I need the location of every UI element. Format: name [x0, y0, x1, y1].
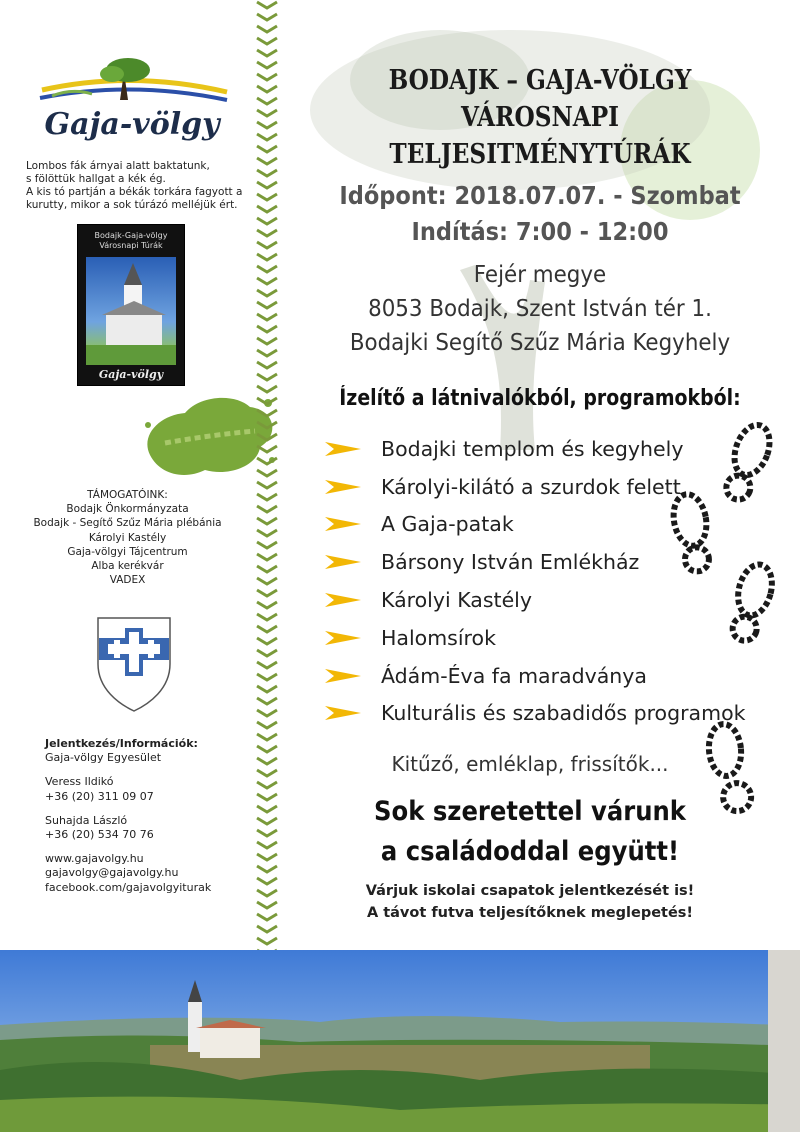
location-address: 8053 Bodajk, Szent István tér 1.: [368, 296, 712, 322]
sponsor-item: Gaja-völgyi Tájcentrum: [67, 545, 188, 558]
note-text: [280, 880, 780, 924]
sponsors: [0, 488, 255, 587]
note-line: A távot futva teljesítőknek meglepetés!: [366, 905, 694, 921]
location-venue: Bodajki Segítő Szűz Mária Kegyhely: [349, 330, 731, 356]
sponsor-item: Bodajk - Segítő Szűz Mária plébánia: [33, 517, 222, 530]
chevron-divider: [254, 0, 280, 950]
arrow-right-icon: [325, 441, 361, 457]
poem-line: Lombos fák árnyai alatt baktatunk,: [26, 160, 210, 172]
left-column: [0, 0, 255, 950]
program-item-label: A Gaja-patak: [381, 512, 514, 537]
program-item-label: Ádám-Éva fa maradványa: [381, 663, 647, 688]
booklet-logo: Gaja-völgy: [98, 368, 164, 381]
arrow-right-icon: [325, 592, 361, 608]
facebook-link[interactable]: facebook.com/gajavolgyiturak: [45, 880, 212, 894]
poem-line: A kis tó partján a békák torkára fagyott a: [26, 186, 243, 198]
program-item-label: Károlyi Kastély: [381, 588, 533, 613]
sponsor-item: Bodajk Önkormányzata: [66, 503, 189, 516]
contact-heading: Jelentkezés/Információk:: [45, 737, 198, 750]
arrow-right-icon: [325, 516, 361, 532]
poem-line: kurutty, mikor a sok túrázó melléjük ért.: [26, 199, 238, 211]
event-time: [306, 178, 774, 250]
booklet-title-line: Bodajk-Gaja-völgy: [94, 231, 168, 240]
contact-phone[interactable]: +36 (20) 534 70 76: [45, 828, 154, 842]
sponsors-heading: TÁMOGATÓINK:: [87, 489, 168, 501]
arrow-right-icon: [325, 630, 361, 646]
arrow-right-icon: [325, 479, 361, 495]
event-date: Időpont: 2018.07.07. - Szombat: [339, 181, 741, 210]
contact-info: [45, 737, 255, 895]
event-location: [298, 258, 782, 360]
booklet-title-line: Városnapi Túrák: [99, 241, 163, 250]
arrow-right-icon: [325, 554, 361, 570]
logo-text: Gaja-völgy: [44, 107, 220, 142]
town-panorama-photo: [0, 950, 800, 1132]
website-link[interactable]: www.gajavolgy.hu: [45, 852, 144, 866]
program-item-label: Halomsírok: [381, 625, 496, 650]
sponsor-item: Károlyi Kastély: [88, 531, 167, 544]
arrow-right-icon: [325, 705, 361, 721]
email-link[interactable]: gajavolgy@gajavolgy.hu: [45, 866, 179, 880]
event-start: Indítás: 7:00 - 12:00: [411, 217, 669, 246]
poem: [26, 160, 256, 212]
contact-org: Gaja-völgy Egyesület: [45, 751, 162, 765]
poem-line: s fölöttük hallgat a kék ég.: [26, 173, 166, 185]
event-headline: [316, 62, 763, 173]
program-item-label: Bársony István Emlékház: [381, 550, 640, 575]
program-item-label: Kulturális és szabadidős programok: [381, 701, 746, 726]
booklet-cover: [77, 224, 185, 386]
welcome-line: Sok szeretettel várunk: [374, 796, 686, 827]
arrow-right-icon: [325, 668, 361, 684]
program-item-label: Bodajki templom és kegyhely: [381, 436, 684, 461]
coat-of-arms-icon: [94, 614, 174, 714]
contact-phone[interactable]: +36 (20) 311 09 07: [45, 789, 154, 803]
booklet-title: [78, 231, 184, 251]
note-line: Várjuk iskolai csapatok jelentkezését is!: [365, 883, 695, 899]
contact-person-name: Veress Ildikó: [45, 775, 114, 789]
program-title: Ízelítő a látnivalókból, programokból:: [339, 386, 741, 411]
welcome-line: a családoddal együtt!: [380, 836, 680, 867]
welcome-message: [305, 792, 755, 872]
location-county: Fejér megye: [473, 262, 607, 288]
booklet-photo: [86, 257, 176, 365]
sponsor-item: VADEX: [109, 574, 146, 587]
program-item-label: Károlyi-kilátó a szurdok felett: [381, 474, 681, 499]
sponsor-item: Alba kerékvár: [91, 560, 164, 573]
contact-person-name: Suhajda László: [45, 813, 128, 827]
headline-line: VÁROSNAPI TELJESITMÉNYTÚRÁK: [389, 102, 691, 170]
gaja-volgy-logo: [32, 50, 232, 160]
extras-text: Kitűző, emléklap, frissítők...: [391, 752, 669, 776]
church-illustration: [86, 257, 176, 365]
headline-line: BODAJK – GAJA-VÖLGY: [388, 65, 692, 96]
